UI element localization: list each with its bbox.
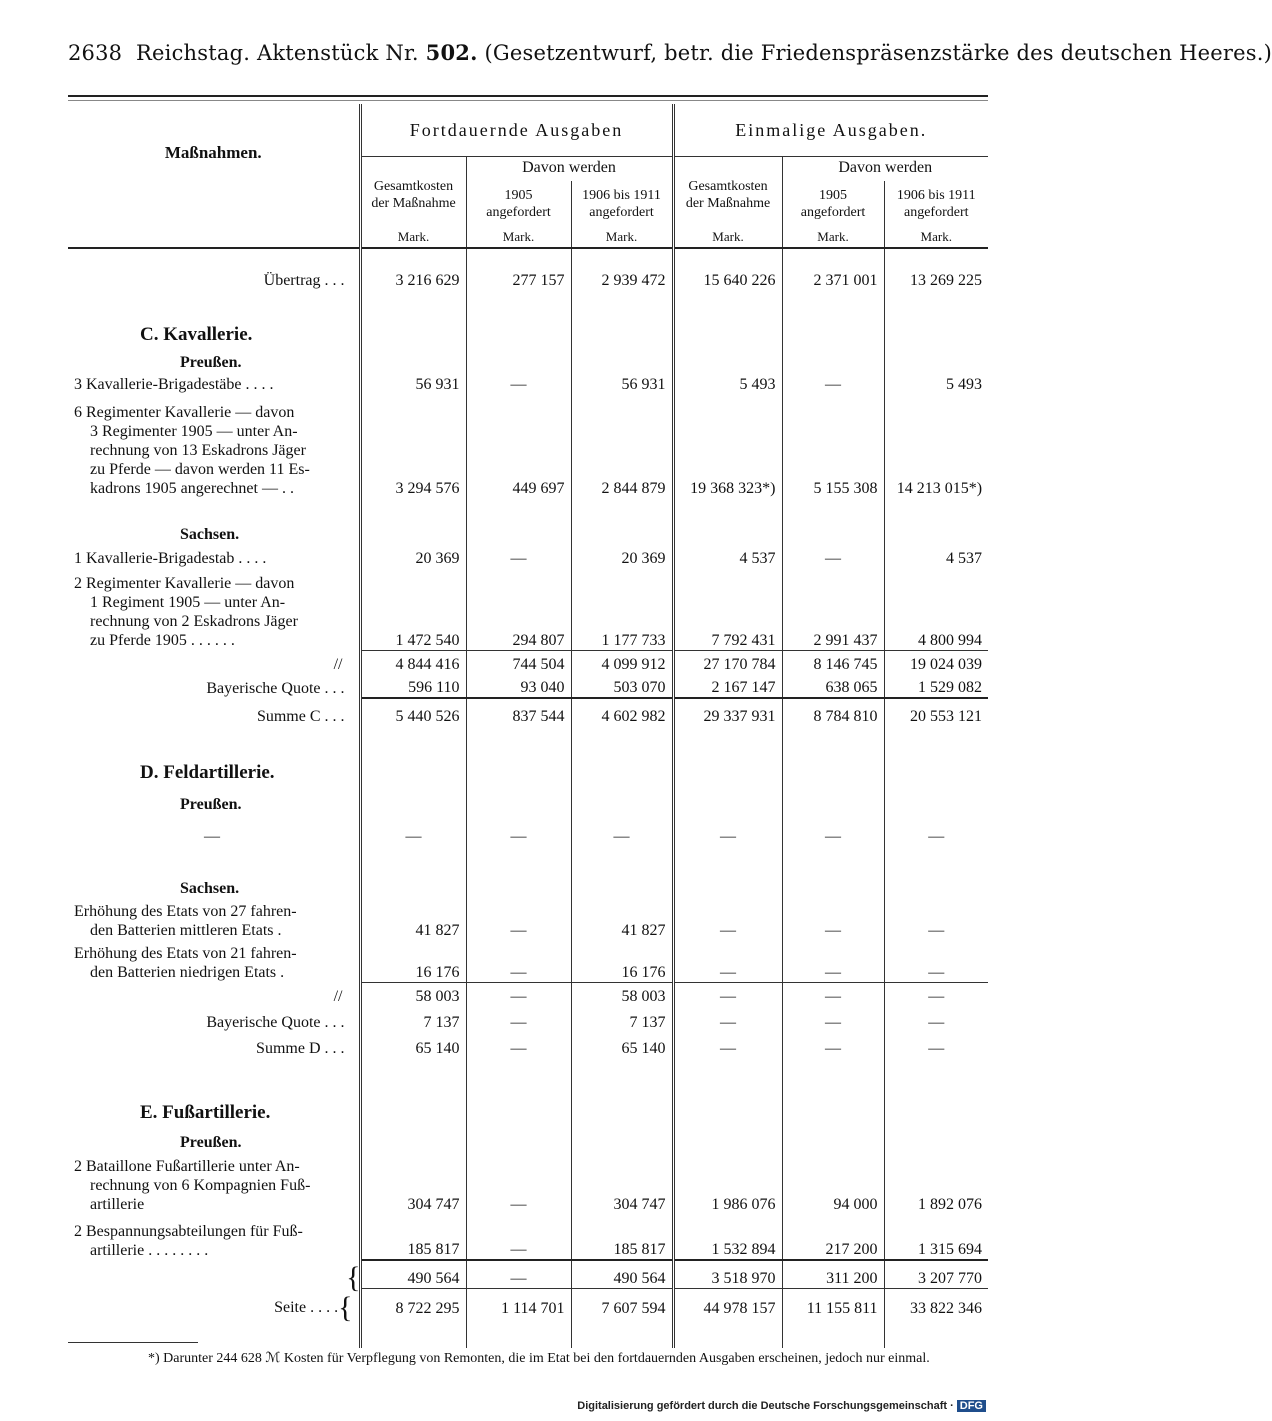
value-cell: 490 564 [571, 1260, 673, 1288]
digitization-credit [577, 1400, 986, 1412]
value-cell: — [466, 814, 571, 846]
value-cell: 1 472 540 [360, 568, 466, 650]
row-label: Seite . . . . { [274, 1291, 353, 1324]
value-cell: — [466, 940, 571, 982]
recurring-1906-header: 1906 bis 1911 angefordert [571, 181, 673, 227]
value-cell: 7 607 594 [571, 1288, 673, 1318]
value-cell: — [673, 982, 782, 1006]
one-time-expenses-header: Einmalige Ausgaben. [673, 104, 988, 157]
recurring-davon-header: Davon werden [466, 157, 673, 182]
value-cell: 5 155 308 [782, 394, 884, 498]
value-cell: 11 155 811 [782, 1288, 884, 1318]
value-cell: — [782, 372, 884, 394]
value-cell: 185 817 [360, 1214, 466, 1260]
state-subheading: Preußen. [180, 1134, 242, 1151]
value-cell: 8 146 745 [782, 650, 884, 674]
credit-text: Digitalisierung gefördert durch die Deutsche Forschungsgemeinschaft · [577, 1400, 954, 1412]
row-label: // [333, 988, 343, 1005]
section-heading: E. Fußartillerie. [140, 1102, 271, 1123]
value-cell: 2 371 001 [782, 260, 884, 290]
value-cell: 58 003 [571, 982, 673, 1006]
value-cell: 277 157 [466, 260, 571, 290]
footnote-rule [68, 1342, 198, 1343]
unit-label: Mark. [673, 227, 782, 248]
value-cell: 2 991 437 [782, 568, 884, 650]
value-cell: 65 140 [360, 1032, 466, 1058]
value-cell: 7 792 431 [673, 568, 782, 650]
value-cell: — [466, 1214, 571, 1260]
row-label: 6 Regimenter Kavallerie — davon 3 Regimenter 1905 — unter An- rechnung von 13 Eskadrons Jäger zu Pferde — davon werden 11 Es- kadrons 1905 angerechnet — . . [74, 404, 310, 497]
value-cell: 19 368 323*) [673, 394, 782, 498]
recurring-1905-header: 1905 angefordert [466, 181, 571, 227]
value-cell: 638 065 [782, 674, 884, 698]
value-cell: 449 697 [466, 394, 571, 498]
value-cell: — [466, 898, 571, 940]
value-cell: 1 986 076 [673, 1152, 782, 1214]
value-cell: — [782, 544, 884, 568]
header-title-prefix: Reichstag. Aktenstück Nr. [136, 41, 419, 65]
value-cell: — [884, 1032, 988, 1058]
row-label: // [333, 656, 343, 673]
value-cell: — [673, 814, 782, 846]
value-cell: 837 544 [466, 698, 571, 726]
one-time-total-cost-header: Gesamtkosten der Maßnahme [673, 157, 782, 228]
value-cell: 44 978 157 [673, 1288, 782, 1318]
value-cell: 304 747 [360, 1152, 466, 1214]
value-cell: 217 200 [782, 1214, 884, 1260]
value-cell: 7 137 [571, 1006, 673, 1032]
value-cell: 8 784 810 [782, 698, 884, 726]
value-cell: 94 000 [782, 1152, 884, 1214]
value-cell: — [782, 1032, 884, 1058]
unit-label: Mark. [571, 227, 673, 248]
row-label: — [204, 828, 220, 845]
header-title-rest: (Gesetzentwurf, betr. die Friedenspräsenzstärke des deutschen Heeres.) [484, 41, 1272, 65]
unit-label: Mark. [782, 227, 884, 248]
value-cell: — [884, 898, 988, 940]
state-subheading: Preußen. [180, 354, 242, 371]
row-label: Übertrag . . . [263, 272, 345, 289]
row-label: 3 Kavallerie-Brigadestäbe . . . . [74, 376, 274, 393]
value-cell: — [571, 814, 673, 846]
page-header [68, 40, 1272, 65]
row-label: Bayerische Quote . . . [206, 1014, 345, 1031]
measures-header: Maßnahmen. [164, 142, 262, 162]
row-label: 2 Bespannungsabteilungen für Fuß- artillerie . . . . . . . . [74, 1223, 303, 1259]
value-cell: 5 493 [673, 372, 782, 394]
value-cell: — [673, 898, 782, 940]
value-cell: 1 532 894 [673, 1214, 782, 1260]
value-cell: 304 747 [571, 1152, 673, 1214]
value-cell: — [466, 1260, 571, 1288]
value-cell: 27 170 784 [673, 650, 782, 674]
value-cell: 20 369 [571, 544, 673, 568]
page-number: 2638 [68, 41, 123, 65]
value-cell: — [466, 372, 571, 394]
value-cell: 16 176 [571, 940, 673, 982]
value-cell: — [884, 940, 988, 982]
value-cell: 41 827 [571, 898, 673, 940]
value-cell: 185 817 [571, 1214, 673, 1260]
expenditure-table [68, 104, 988, 1348]
row-label: { [346, 1261, 361, 1294]
dfg-logo: DFG [957, 1400, 986, 1412]
value-cell: — [673, 1032, 782, 1058]
section-heading: C. Kavallerie. [140, 324, 253, 345]
value-cell: — [466, 1006, 571, 1032]
value-cell: 29 337 931 [673, 698, 782, 726]
value-cell: 2 939 472 [571, 260, 673, 290]
state-subheading: Sachsen. [180, 880, 240, 897]
value-cell: 4 800 994 [884, 568, 988, 650]
value-cell: 294 807 [466, 568, 571, 650]
value-cell: 58 003 [360, 982, 466, 1006]
value-cell: 1 114 701 [466, 1288, 571, 1318]
value-cell: 19 024 039 [884, 650, 988, 674]
unit-label: Mark. [466, 227, 571, 248]
footnote: *) Darunter 244 628 ℳ Kosten für Verpflegung von Remonten, die im Etat bei den fortdauernden Ausgaben erscheinen, jedoch nur einmal. [148, 1351, 930, 1366]
value-cell: 490 564 [360, 1260, 466, 1288]
one-time-1906-header: 1906 bis 1911 angefordert [884, 181, 988, 227]
value-cell: 3 216 629 [360, 260, 466, 290]
value-cell: 1 892 076 [884, 1152, 988, 1214]
value-cell: 14 213 015*) [884, 394, 988, 498]
value-cell: 744 504 [466, 650, 571, 674]
recurring-expenses-header: Fortdauernde Ausgaben [360, 104, 673, 157]
value-cell: 20 369 [360, 544, 466, 568]
value-cell: 5 493 [884, 372, 988, 394]
value-cell: 596 110 [360, 674, 466, 698]
value-cell: 3 207 770 [884, 1260, 988, 1288]
state-subheading: Sachsen. [180, 526, 240, 543]
value-cell: — [673, 1006, 782, 1032]
value-cell: 311 200 [782, 1260, 884, 1288]
value-cell: 56 931 [571, 372, 673, 394]
value-cell: 3 294 576 [360, 394, 466, 498]
value-cell: — [884, 1006, 988, 1032]
value-cell: — [466, 1032, 571, 1058]
value-cell: 56 931 [360, 372, 466, 394]
value-cell: — [466, 544, 571, 568]
value-cell: — [884, 982, 988, 1006]
row-label: Summe D . . . [256, 1040, 345, 1057]
unit-label: Mark. [884, 227, 988, 248]
row-label: 2 Regimenter Kavallerie — davon 1 Regiment 1905 — unter An- rechnung von 2 Eskadrons Jäger zu Pferde 1905 . . . . . . [74, 575, 298, 649]
value-cell: 16 176 [360, 940, 466, 982]
value-cell: 503 070 [571, 674, 673, 698]
row-label: Summe C . . . [256, 708, 345, 725]
row-label: 1 Kavallerie-Brigadestab . . . . [74, 550, 267, 567]
header-rule-thin [68, 100, 988, 101]
value-cell: 20 553 121 [884, 698, 988, 726]
value-cell: — [782, 940, 884, 982]
one-time-davon-header: Davon werden [782, 157, 988, 182]
value-cell: 2 844 879 [571, 394, 673, 498]
value-cell: 4 537 [673, 544, 782, 568]
value-cell: — [466, 1152, 571, 1214]
value-cell: 8 722 295 [360, 1288, 466, 1318]
document-number: 502. [425, 40, 478, 65]
value-cell: 65 140 [571, 1032, 673, 1058]
row-label: Erhöhung des Etats von 27 fahren- den Batterien mittleren Etats . [74, 903, 297, 939]
value-cell: 2 167 147 [673, 674, 782, 698]
value-cell: — [673, 940, 782, 982]
value-cell: — [782, 1006, 884, 1032]
value-cell: 13 269 225 [884, 260, 988, 290]
value-cell: 4 844 416 [360, 650, 466, 674]
value-cell: 1 177 733 [571, 568, 673, 650]
row-label: Erhöhung des Etats von 21 fahren- den Batterien niedrigen Etats . [74, 945, 297, 981]
value-cell: 4 099 912 [571, 650, 673, 674]
value-cell: 33 822 346 [884, 1288, 988, 1318]
unit-label: Mark. [360, 227, 466, 248]
one-time-1905-header: 1905 angefordert [782, 181, 884, 227]
value-cell: 93 040 [466, 674, 571, 698]
section-heading: D. Feldartillerie. [140, 762, 275, 783]
value-cell: 7 137 [360, 1006, 466, 1032]
value-cell: 1 529 082 [884, 674, 988, 698]
value-cell: — [884, 814, 988, 846]
value-cell: — [466, 982, 571, 1006]
value-cell: — [782, 982, 884, 1006]
row-label: Bayerische Quote . . . [206, 680, 345, 697]
value-cell: 4 537 [884, 544, 988, 568]
value-cell: — [782, 814, 884, 846]
value-cell: — [360, 814, 466, 846]
value-cell: 41 827 [360, 898, 466, 940]
value-cell: 1 315 694 [884, 1214, 988, 1260]
state-subheading: Preußen. [180, 796, 242, 813]
recurring-total-cost-header: Gesamtkosten der Maßnahme [360, 157, 466, 228]
value-cell: 3 518 970 [673, 1260, 782, 1288]
value-cell: 5 440 526 [360, 698, 466, 726]
value-cell: 4 602 982 [571, 698, 673, 726]
header-rule [68, 95, 988, 97]
value-cell: 15 640 226 [673, 260, 782, 290]
row-label: 2 Bataillone Fußartillerie unter An- rechnung von 6 Kompagnien Fuß- artillerie [74, 1158, 311, 1213]
value-cell: — [782, 898, 884, 940]
